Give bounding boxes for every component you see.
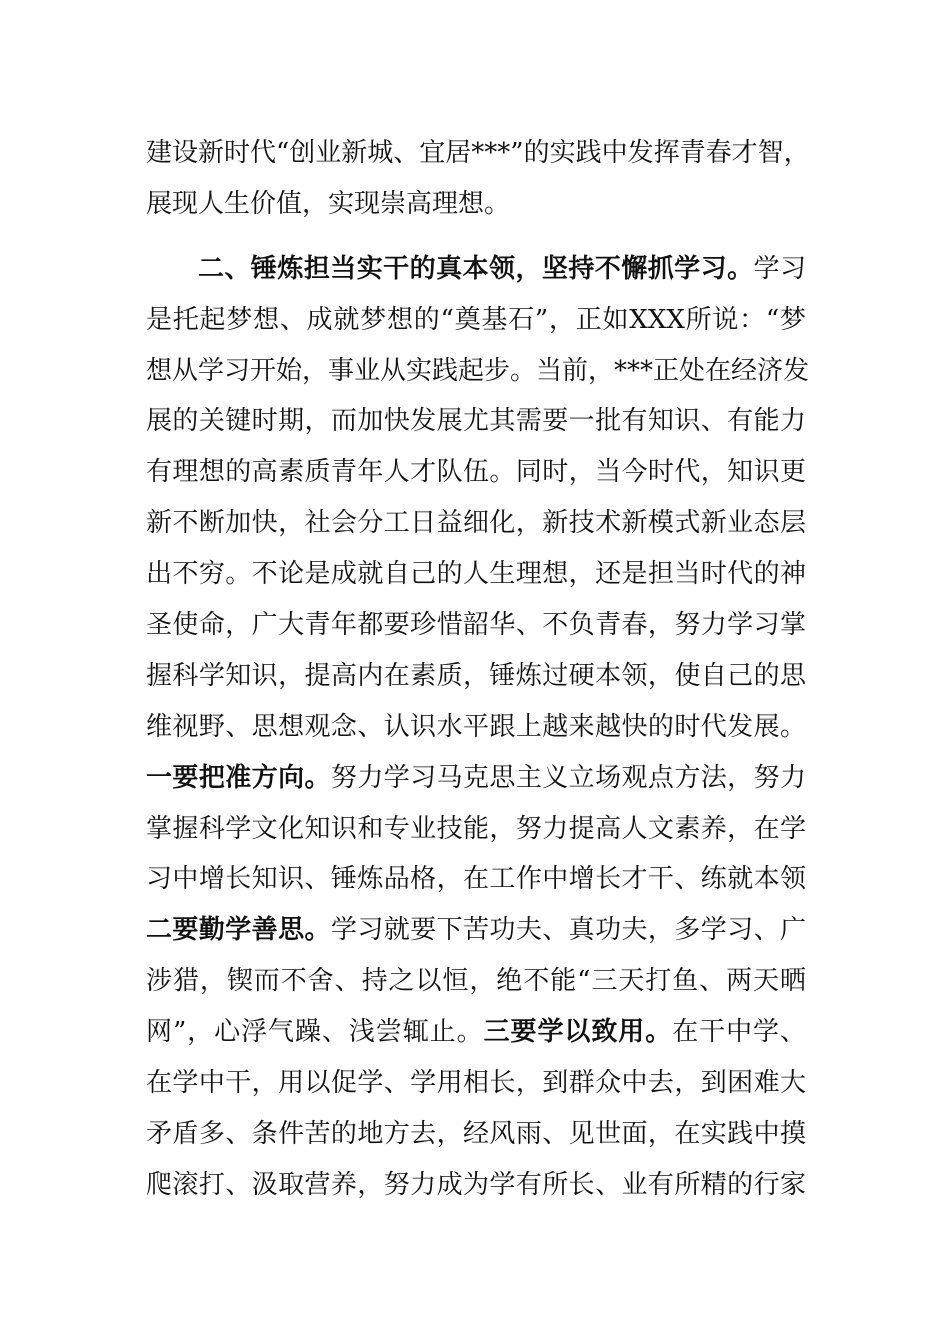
section-heading-rest: 学习 [753, 253, 806, 284]
paragraph-2-line-7: 出不穷。不论是成就自己的人生理想，还是担当时代的神 [146, 559, 806, 590]
paragraph-2-line-2: 是托起梦想、成就梦想的“奠基石”，正如XXX所说：“梦 [146, 304, 806, 335]
paragraph-2-line-11 [146, 753, 806, 804]
document-body [146, 128, 810, 1211]
paragraph-2-line-6: 新不断加快，社会分工日益细化，新技术新模式新业态层 [146, 508, 806, 539]
paragraph-2-line-12: 掌握科学文化知识和专业技能，努力提高人文素养，在学 [146, 813, 806, 844]
point-two-text-end: 网”，心浮气躁、浅尝辄止。 [146, 1017, 484, 1048]
paragraph-2-line-1 [146, 244, 806, 295]
paragraph-1-line-1: 建设新时代“创业新城、宜居***”的实践中发挥青春才智， [146, 138, 810, 168]
paragraph-2-line-16 [146, 1007, 806, 1058]
paragraph-2-line-5: 有理想的高素质青年人才队伍。同时，当今时代，知识更 [146, 457, 806, 488]
point-three-text: 在干中学、 [672, 1017, 806, 1048]
paragraph-2-line-13: 习中增长知识、锤炼品格，在工作中增长才干、练就本领 [146, 864, 806, 895]
paragraph-2-line-15: 涉猎，锲而不舍、持之以恒，绝不能“三天打鱼、两天晒 [146, 966, 806, 997]
paragraph-2-line-10: 维视野、思想观念、认识水平跟上越来越快的时代发展。 [146, 711, 806, 742]
point-one-text: 努力学习马克思主义立场观点方法，努力 [330, 762, 806, 793]
point-three-heading: 三要学以致用。 [483, 1017, 673, 1048]
paragraph-2-line-8: 圣使命，广大青年都要珍惜韶华、不负青春，努力学习掌 [146, 610, 806, 641]
point-two-heading: 二要勤学善思。 [146, 915, 331, 946]
paragraph-2-line-19: 爬滚打、汲取营养，努力成为学有所长、业有所精的行家 [146, 1169, 806, 1200]
point-two-text: 学习就要下苦功夫、真功夫，多学习、广 [330, 915, 806, 946]
paragraph-2-line-18: 矛盾多、条件苦的地方去，经风雨、见世面，在实践中摸 [146, 1118, 806, 1149]
paragraph-2-line-17: 在学中干，用以促学、学用相长，到群众中去，到困难大 [146, 1068, 806, 1099]
point-one-heading: 一要把准方向。 [146, 762, 331, 793]
paragraph-2-line-4: 展的关键时期，而加快发展尤其需要一批有知识、有能力 [146, 406, 806, 437]
section-heading: 二、锤炼担当实干的真本领，坚持不懈抓学习。 [198, 253, 754, 284]
paragraph-2-line-9: 握科学知识，提高内在素质，锤炼过硬本领，使自己的思 [146, 660, 806, 691]
paragraph-2-line-14 [146, 905, 806, 956]
paragraph-2-line-3: 想从学习开始，事业从实践起步。当前，***正处在经济发 [146, 355, 810, 386]
paragraph-1-line-2: 展现人生价值，实现崇高理想。 [146, 188, 511, 219]
